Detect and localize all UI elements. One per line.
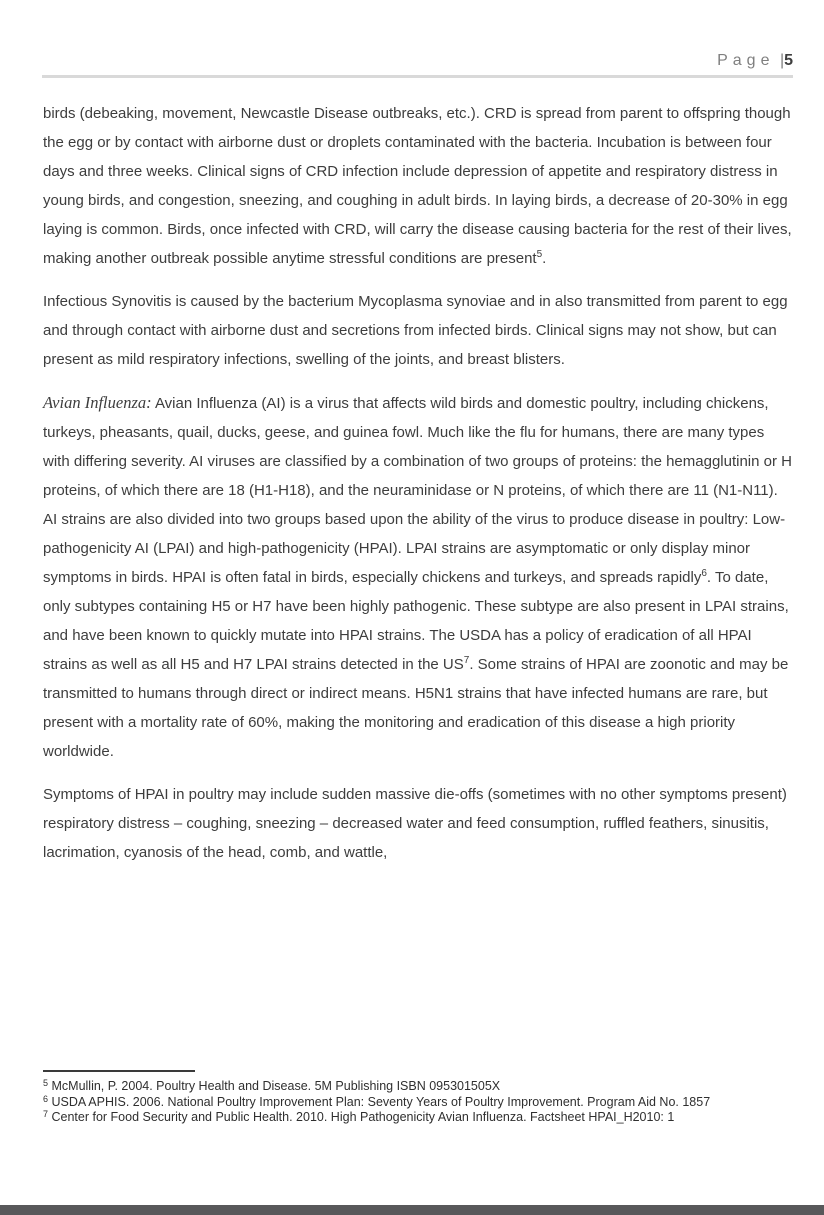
page-header-word: Page xyxy=(717,52,775,69)
text-run: . Some strains of HPAI are zoonotic and may be transmitted to humans through direct or indirect means. H5N1 strains that have infected humans are rare, but present with a mortality rate of 60%, making the monitoring and eradication of this disease a high priority worldwide. xyxy=(43,656,789,760)
body-paragraph xyxy=(43,99,795,273)
text-run: Symptoms of HPAI in poultry may include sudden massive die-offs (sometimes with no other symptoms present) respiratory distress – coughing, sneezing – decreased water and feed consumption, ruffled feathers, sinusitis, lacrimation, cyanosis of the head, comb, and wattle, xyxy=(43,786,787,861)
text-run: Avian Influenza (AI) is a virus that affects wild birds and domestic poultry, including chickens, turkeys, pheasants, quail, ducks, geese, and guinea fowl. Much like the flu for humans, there are many types with differing severity. AI viruses are classified by a combination of two groups of proteins: the hemagglutinin or H proteins, of which there are 18 (H1-H18), and the neuraminidase or N proteins, of which there are 11 (N1-N11). AI strains are also divided into two groups based upon the ability of the virus to produce disease in poultry: Low-pathogenicity AI (LPAI) and high-pathogenicity (HPAI). LPAI strains are asymptomatic or only display minor symptoms in birds. HPAI is often fatal in birds, especially chickens and turkeys, and spreads rapidly xyxy=(43,395,792,586)
page-bottom-bar xyxy=(0,1205,824,1215)
footnote-marker: 7 xyxy=(43,1109,49,1119)
footnote-item xyxy=(43,1095,805,1111)
text-run: . xyxy=(542,250,547,267)
footnote-reference: 6 xyxy=(701,568,707,579)
footnote-marker: 5 xyxy=(43,1078,49,1088)
footnote-list xyxy=(43,1079,805,1126)
body-paragraph xyxy=(43,287,795,374)
footnote-reference: 5 xyxy=(536,249,543,260)
footnote-marker: 6 xyxy=(43,1093,49,1104)
footnotes-section xyxy=(43,1064,805,1126)
footnote-separator xyxy=(43,1070,195,1072)
text-run: . To date, only subtypes containing H5 or H7 have been highly pathogenic. These subtype are also present in LPAI strains, and have been known to quickly mutate into HPAI strains. The USDA has a policy of eradication of all HPAI strains as well as all H5 and H7 LPAI strains detected in the US xyxy=(43,569,789,673)
footnote-text: USDA APHIS. 2006. National Poultry Improvement Plan: Seventy Years of Poultry Improvement. Program Aid No. 1857 xyxy=(48,1094,711,1109)
footnote-item xyxy=(43,1079,805,1095)
footnote-reference: 7 xyxy=(463,655,470,666)
footnote-text: McMullin, P. 2004. Poultry Health and Disease. 5M Publishing ISBN 095301505X xyxy=(48,1079,501,1093)
page-header xyxy=(42,50,793,72)
header-rule xyxy=(42,75,793,78)
body-paragraph xyxy=(43,388,795,766)
page-number: 5 xyxy=(784,52,793,69)
text-run: birds (debeaking, movement, Newcastle Disease outbreaks, etc.). CRD is spread from parent to offspring though the egg or by contact with airborne dust or droplets contaminated with the bacteria. Incubation is between four days and three weeks. Clinical signs of CRD infection include depression of appetite and respiratory distress in young birds, and congestion, sneezing, and coughing in adult birds. In laying birds, a decrease of 20-30% in egg laying is common. Birds, once infected with CRD, will carry the disease causing bacteria for the rest of their lives, making another outbreak possible anytime stressful conditions are present xyxy=(43,105,792,267)
footnote-item xyxy=(43,1110,805,1126)
italic-lead-term: Avian Influenza: xyxy=(43,393,152,412)
body-paragraph xyxy=(43,780,795,867)
page-header-separator: | xyxy=(779,52,785,69)
text-run: Infectious Synovitis is caused by the bacterium Mycoplasma synoviae and in also transmitted from parent to egg and through contact with airborne dust and secretions from infected birds. Clinical signs may not show, but can present as mild respiratory infections, swelling of the joints, and breast blisters. xyxy=(43,293,788,368)
footnote-text: Center for Food Security and Public Health. 2010. High Pathogenicity Avian Influenza. Factsheet HPAI_H2010: 1 xyxy=(48,1110,675,1124)
document-body xyxy=(43,99,795,881)
